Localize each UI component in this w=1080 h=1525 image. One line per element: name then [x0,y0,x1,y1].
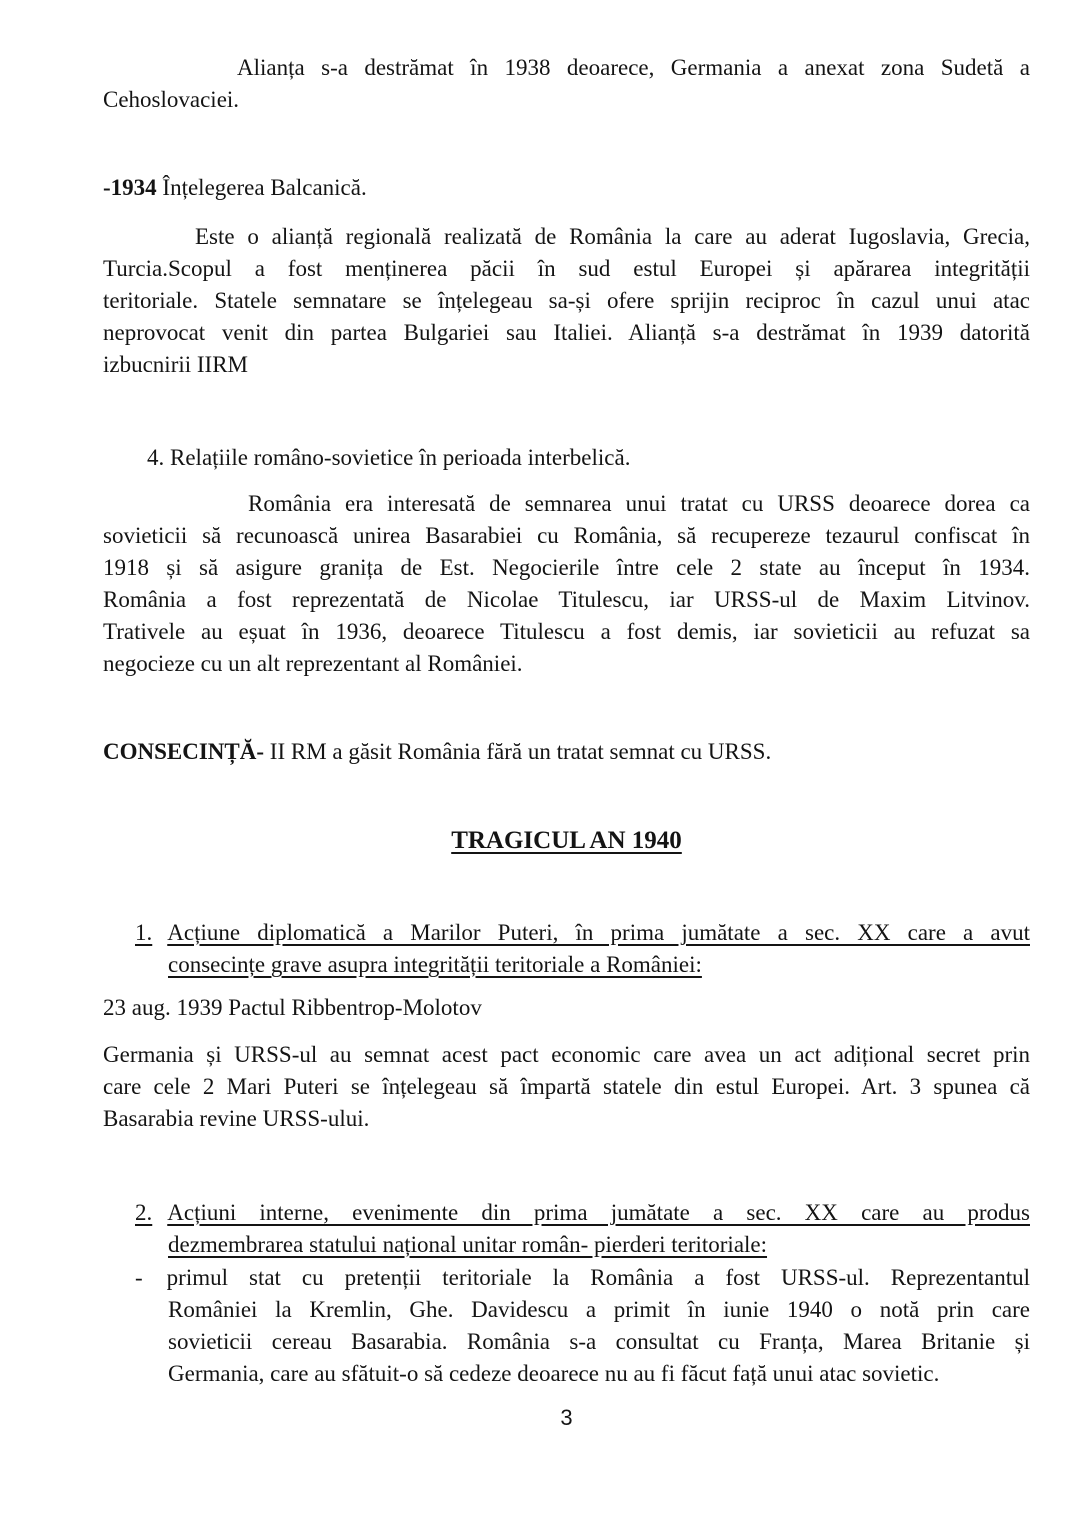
text-line: Basarabia revine URSS-ului. [103,1106,370,1131]
bullet-line: sovieticii cereau Basarabia. România s-a consultat cu Franța, Marea Britanie și [168,1329,1030,1354]
text-line: izbucnirii IIRM [103,352,248,377]
text-line: teritoriale. Statele semnatare se înțelegeau sa-și ofere sprijin reciproc în cazul unui atac [103,288,1030,313]
paragraph-alliance-1938 [103,52,1030,116]
list-item-text: Acțiuni interne, evenimente din prima jumătate a sec. XX care au produs [167,1200,1030,1225]
text-line: care cele 2 Mari Puteri se înțelegeau să împartă statele din estul Europei. Art. 3 spunea că [103,1074,1030,1099]
section-title-text: TRAGICUL AN 1940 [451,827,682,854]
heading-section-4: 4. Relațiile româno-sovietice în perioada interbelică. [147,445,631,470]
numbered-item-1 [103,917,1030,981]
list-item-line: dezmembrarea statului național unitar român- pierderi teritoriale: [168,1232,768,1257]
paragraph-romanian-soviet [103,488,1030,680]
heading-year-bold: -1934 [103,175,157,200]
consequence-label-bold: CONSECINȚĂ- [103,739,265,764]
list-item-line [103,1197,1030,1229]
heading-pact-date: 23 aug. 1939 Pactul Ribbentrop-Molotov [103,995,482,1020]
page-number: 3 [560,1405,573,1430]
list-item-text: Acțiune diplomatică a Marilor Puteri, în prima jumătate a sec. XX care a avut [167,920,1030,945]
text-line: Este o alianță regională realizată de România la care au aderat Iugoslavia, Grecia, [195,224,1030,249]
paragraph-pact-details [103,1039,1030,1135]
text-line: 1918 și să asigure granița de Est. Negocierile între cele 2 state au început în 1934. [103,555,1030,580]
paragraph-balkan-entente [103,221,1030,381]
text-line: sovieticii să recunoască unirea Basarabiei cu România, să recupereze tezaurul confiscat în [103,523,1030,548]
text-line: Germania și URSS-ul au semnat acest pact economic care avea un act adițional secret prin [103,1042,1030,1067]
text-line: Trativele au eșuat în 1936, deoarece Titulescu a fost demis, iar sovieticii au refuzat sa [103,619,1030,644]
list-item-line: consecințe grave asupra integrității teritoriale a României: [168,952,702,977]
text-line: Alianța s-a destrămat în 1938 deoarece, Germania a anexat zona Sudetă a [237,55,1030,80]
text-line: Cehoslovaciei. [103,87,240,112]
list-number: 1. [135,920,153,945]
heading-1934-balcanic [103,172,1030,204]
list-number: 2. [135,1200,153,1225]
list-item-line [103,917,1030,949]
consequence-text: II RM a găsit România fără un tratat semnat cu URSS. [264,739,772,764]
bullet-line: României la Kremlin, Ghe. Davidescu a primit în iunie 1940 o notă prin care [168,1297,1030,1322]
section-title-1940 [103,825,1030,857]
text-line: România a fost reprezentată de Nicolae Titulescu, iar URSS-ul de Maxim Litvinov. [103,587,1030,612]
dash-marker: - [135,1265,143,1290]
bullet-line [103,1262,1030,1294]
text-line: negocieze cu un alt reprezentant al României. [103,651,523,676]
text-line: Turcia.Scopul a fost menținerea păcii în sud estul Europei și apărarea integrității [103,256,1030,281]
heading-1934-text: Înțelegerea Balcanică. [156,175,367,200]
dash-bullet-item [103,1262,1030,1390]
text-line: neprovocat venit din partea Bulgariei sau Italiei. Alianță s-a destrămat în 1939 datorită [103,320,1030,345]
bullet-text: primul stat cu pretenții teritoriale la România a fost URSS-ul. Reprezentantul [166,1265,1030,1290]
numbered-item-2 [103,1197,1030,1261]
text-line: România era interesată de semnarea unui tratat cu URSS deoarece dorea ca [248,491,1030,516]
paragraph-consequence [103,736,1030,768]
bullet-line: Germania, care au sfătuit-o să cedeze deoarece nu au fi făcut față unui atac sovietic. [168,1361,940,1386]
